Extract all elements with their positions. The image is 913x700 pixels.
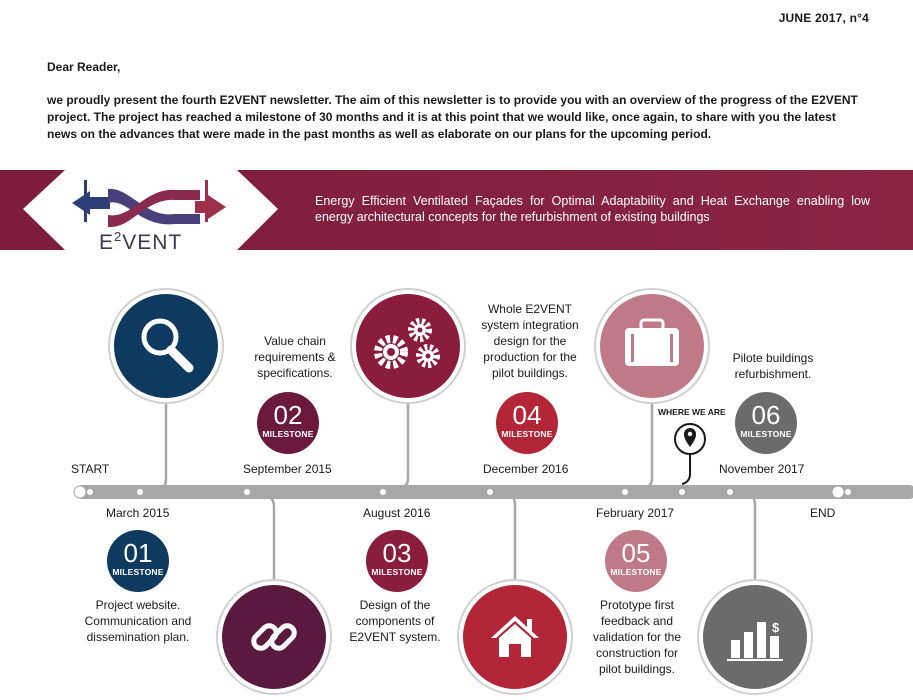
milestone-02-description: Value chain requirements & specifications. (254, 334, 336, 380)
milestone-01-badge: 01 MILESTONE (107, 530, 169, 592)
milestone-02-date: September 2015 (243, 462, 332, 476)
timeline-start-label: START (71, 462, 110, 476)
chart-icon (698, 580, 812, 694)
milestone-05-badge: 05 MILESTONE (605, 530, 667, 592)
link-icon (217, 580, 331, 694)
milestone-05-description: Prototype first feedback and validation for the construction for pilot buildings. (592, 598, 682, 676)
milestone-04-date: December 2016 (483, 462, 569, 476)
milestone-03-date: August 2016 (363, 506, 431, 520)
milestone-01-date: March 2015 (106, 506, 170, 520)
intro-paragraph: we proudly present the fourth E2VENT newsletter. The aim of this newsletter is to provide you with an overview of the progress of the E2VENT project. The project has reached a milestone of 30 months and it is at this point that we would like, once again, to share with you the latest news on the advances that were made in the past months as well as elaborate on our plans for the upcoming period. (47, 93, 858, 141)
milestone-03-description: Design of the components of E2VENT system. (349, 598, 441, 644)
milestone-02-badge: 02 MILESTONE (257, 392, 319, 454)
greeting: Dear Reader, (47, 60, 121, 74)
timeline-end-label: END (810, 506, 836, 520)
milestone-06-date: November 2017 (719, 462, 805, 476)
briefcase-icon (595, 289, 709, 403)
milestone-05-date: February 2017 (596, 506, 675, 520)
milestone-04-description: Whole E2VENT system integration design for the production for the pilot buildings. (481, 302, 579, 380)
issue-label: JUNE 2017, n°4 (778, 11, 869, 25)
home-icon (458, 580, 572, 694)
location-pin-icon (675, 424, 705, 484)
svg-text:$: $ (772, 620, 780, 635)
milestone-01-description: Project website. Communication and dissemination plan. (84, 598, 192, 644)
search-icon (109, 289, 223, 403)
logo-wordmark: $E^2VENT$ (99, 229, 183, 254)
milestone-04-badge: 04 MILESTONE (496, 392, 558, 454)
banner-tagline: Energy Efficient Ventilated Façades for Optimal Adaptability and Heat Exchange enabling low energy architectural concepts for the refurbishment of existing buildings (315, 194, 870, 224)
milestone-03-badge: 03 MILESTONE (366, 530, 428, 592)
where-we-are-label: WHERE WE ARE (658, 407, 726, 417)
milestone-06-description: Pilote buildings refurbishment. (732, 351, 814, 381)
milestone-06-badge: 06 MILESTONE (735, 392, 797, 454)
